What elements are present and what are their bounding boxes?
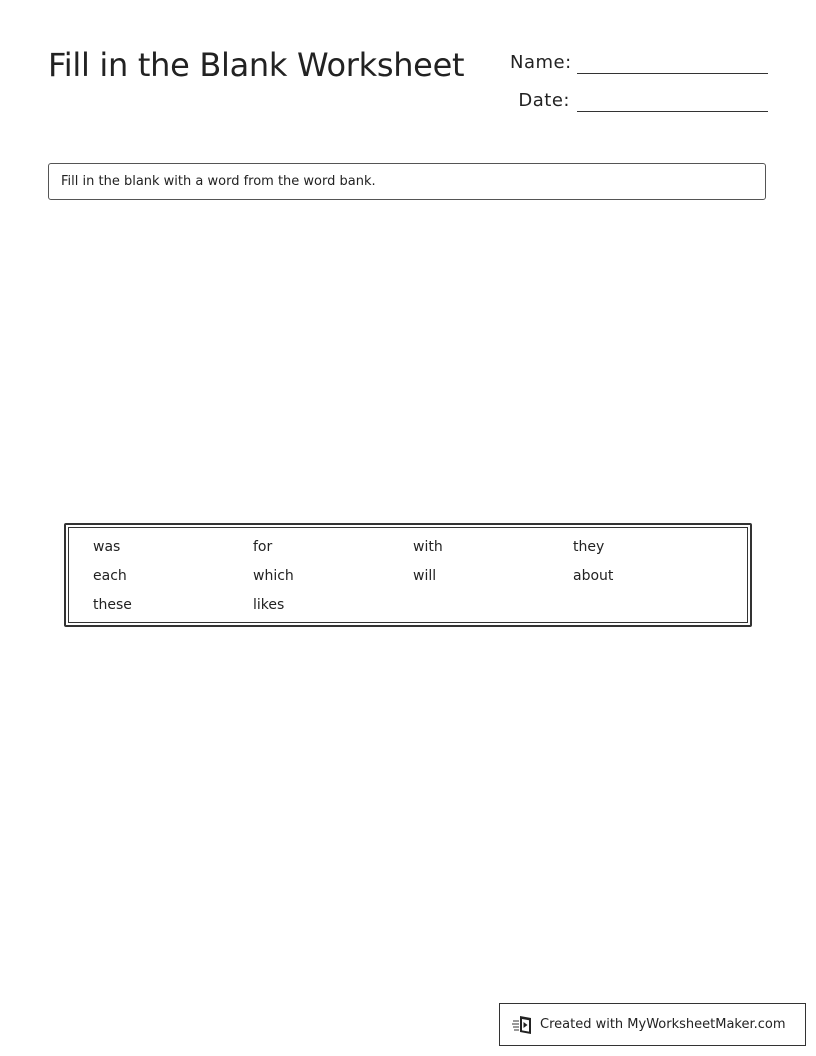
word-bank-inner-border: [68, 527, 748, 623]
instructions-text: Fill in the blank with a word from the word bank.: [61, 174, 376, 189]
word-bank-item: likes: [253, 597, 285, 613]
myworksheetmaker-logo-icon: [512, 1014, 534, 1036]
word-bank-item: for: [253, 539, 273, 555]
word-bank-item: with: [413, 539, 443, 555]
word-bank-item: they: [573, 539, 605, 555]
word-bank-item: was: [93, 539, 121, 555]
word-bank-item: these: [93, 597, 132, 613]
instructions-box: [48, 163, 766, 200]
name-field: [510, 52, 768, 74]
date-blank-line: [577, 111, 768, 112]
name-blank-line: [577, 73, 768, 74]
date-label: Date:: [518, 90, 570, 111]
word-bank-item: will: [413, 568, 437, 584]
word-bank: [64, 523, 752, 627]
word-bank-item: each: [93, 568, 127, 584]
page-title: Fill in the Blank Worksheet: [48, 46, 465, 84]
date-field: [510, 90, 768, 112]
word-bank-item: about: [573, 568, 614, 584]
word-bank-grid: [93, 537, 733, 624]
word-bank-item: which: [253, 568, 294, 584]
footer-badge[interactable]: [499, 1003, 806, 1046]
name-label: Name:: [510, 52, 572, 73]
footer-text: Created with MyWorksheetMaker.com: [540, 1017, 786, 1032]
